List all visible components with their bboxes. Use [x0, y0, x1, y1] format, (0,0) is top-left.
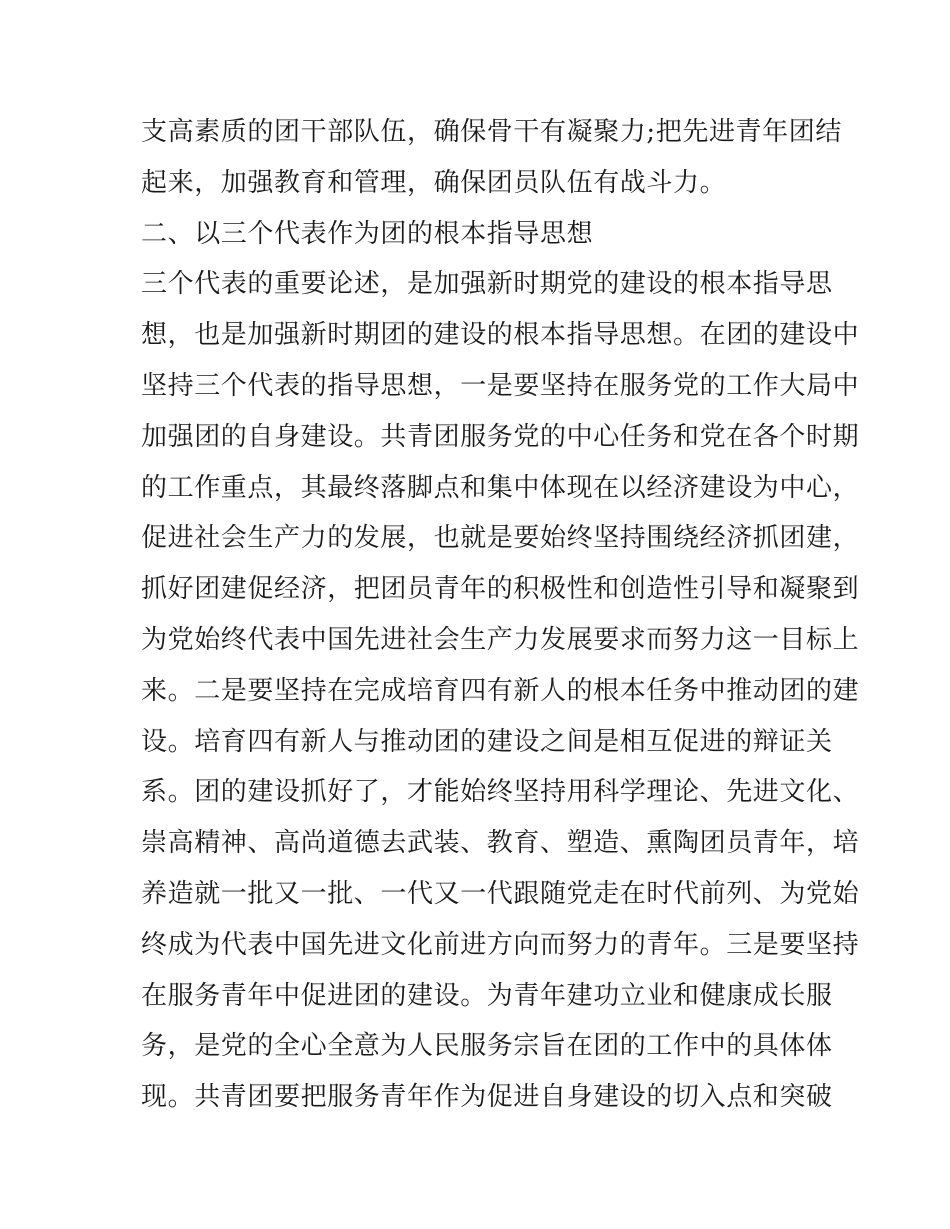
text-line: 为党始终代表中国先进社会生产力发展要求而努力这一目标上	[141, 624, 860, 655]
text-line: 抓好团建促经济，把团员青年的积极性和创造性引导和凝聚到	[141, 574, 860, 605]
text-line: 设。培育四有新人与推动团的建设之间是相互促进的辩证关	[141, 726, 833, 757]
section-heading: 二、以三个代表作为团的根本指导思想	[141, 218, 594, 249]
text-line: 养造就一批又一批、一代又一代跟随党走在时代前列、为党始	[141, 878, 860, 909]
text-line: 的工作重点，其最终落脚点和集中体现在以经济建设为中心，	[141, 472, 860, 503]
text-line: 坚持三个代表的指导思想，一是要坚持在服务党的工作大局中	[141, 370, 860, 401]
body-text	[141, 107, 860, 1123]
text-line: 终成为代表中国先进文化前进方向而努力的青年。三是要坚持	[141, 929, 860, 960]
text-line: 支高素质的团干部队伍，确保骨干有凝聚力;把先进青年团结	[141, 117, 842, 147]
text-line: 崇高精神、高尚道德去武装、教育、塑造、熏陶团员青年，培	[141, 828, 860, 859]
text-line: 起来，加强教育和管理，确保团员队伍有战斗力。	[141, 167, 727, 198]
text-line: 来。二是要坚持在完成培育四有新人的根本任务中推动团的建	[141, 675, 860, 706]
text-line: 系。团的建设抓好了，才能始终坚持用科学理论、先进文化、	[141, 777, 860, 808]
text-line: 想，也是加强新时期团的建设的根本指导思想。在团的建设中	[141, 320, 860, 351]
text-line: 现。共青团要把服务青年作为促进自身建设的切入点和突破	[141, 1082, 833, 1113]
text-line: 在服务青年中促进团的建设。为青年建功立业和健康成长服	[141, 980, 833, 1011]
text-line: 促进社会生产力的发展，也就是要始终坚持围绕经济抓团建，	[141, 523, 860, 554]
text-line: 加强团的自身建设。共青团服务党的中心任务和党在各个时期	[141, 421, 860, 452]
text-line: 务，是党的全心全意为人民服务宗旨在团的工作中的具体体	[141, 1031, 833, 1062]
text-line: 三个代表的重要论述，是加强新时期党的建设的根本指导思	[141, 269, 833, 300]
